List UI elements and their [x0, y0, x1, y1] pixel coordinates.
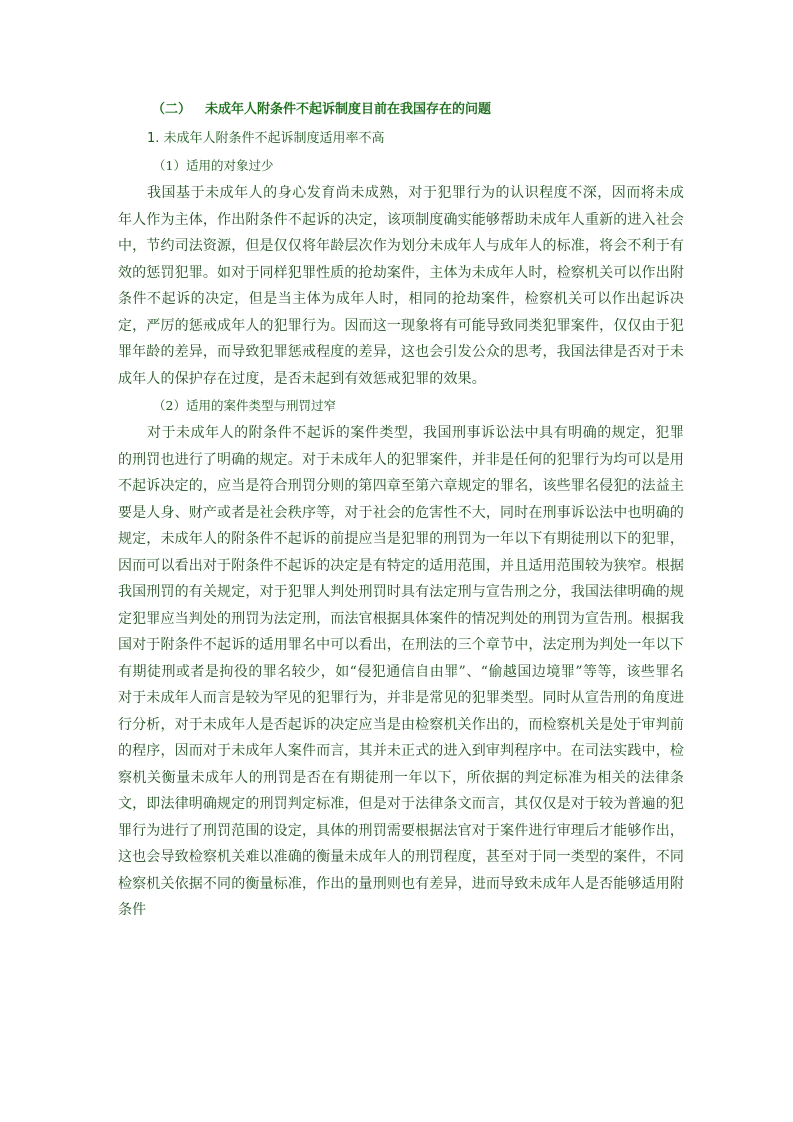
paragraph-2: 对于未成年人的附条件不起诉的案件类型，我国刑事诉讼法中具有明确的规定，犯罪的刑罚也进行了明确的规定。对于未成年人的犯罪案件，并非是任何的犯罪行为均可以是用不起诉决定的，应当是符合刑罚分则的第四章至第六章规定的罪名，该些罪名侵犯的法益主要是人身、财产或者是社会秩序等，对于社会的危害性不大，同时在刑事诉讼法中也明确的规定，未成年人的附条件不起诉的前提应当是犯罪的刑罚为一年以下有期徒刑以下的犯罪，因而可以看出对于附条件不起诉的决定是有特定的适用范围，并且适用范围较为狭窄。根据我国刑罚的有关规定，对于犯罪人判处刑罚时具有法定刑与宣告刑之分，我国法律明确的规定犯罪应当判处的刑罚为法定刑，而法官根据具体案件的情况判处的刑罚为宣告刑。根据我国对于附条件不起诉的适用罪名中可以看出，在刑法的三个章节中，法定刑为判处一年以下有期徒刑或者是拘役的罪名较少，如“侵犯通信自由罪”、“偷越国边境罪”等等，该些罪名对于未成年人而言是较为罕见的犯罪行为，并非是常见的犯罪类型。同时从宣告刑的角度进行分析，对于未成年人是否起诉的决定应当是由检察机关作出的，而检察机关是处于审判前的程序，因而对于未成年人案件而言，其并未正式的进入到审判程序中。在司法实践中，检察机关衡量未成年人的刑罚是否在有期徒刑一年以下，所依据的判定标准为相关的法律条文，即法律明确规定的刑罚判定标准，但是对于法律条文而言，其仅仅是对于较为普遍的犯罪行为进行了刑罚范围的设定，具体的刑罚需要根据法官对于案件进行审理后才能够作出，这也会导致检察机关难以准确的衡量未成年人的刑罚程度，甚至对于同一类型的案件，不同检察机关依据不同的衡量标准，作出的量刑则也有差异，进而导致未成年人是否能够适用附条件: [118, 425, 684, 918]
paragraph-1: 我国基于未成年人的身心发育尚未成熟，对于犯罪行为的认识程度不深，因而将未成年人作为主体，作出附条件不起诉的决定，该项制度确实能够帮助未成年人重新的进入社会中，节约司法资源，但是仅仅将年龄层次作为划分未成年人与成年人的标准，将会不利于有效的惩罚犯罪。如对于同样犯罪性质的抢劫案件，主体为未成年人时，检察机关可以作出附条件不起诉的决定，但是当主体为成年人时，相同的抢劫案件，检察机关可以作出起诉决定，严厉的惩戒成年人的犯罪行为。因而这一现象将有可能导致同类犯罪案件，仅仅由于犯罪年龄的差异，而导致犯罪惩戒程度的差异，这也会引发公众的思考，我国法律是否对于未成年人的保护存在过度，是否未起到有效惩戒犯罪的效果。: [118, 185, 684, 387]
document-body: [118, 101, 684, 924]
section-heading: [152, 101, 684, 119]
subsection-heading: 1. 未成年人附条件不起诉制度适用率不高: [147, 131, 385, 146]
section-number: （二）: [152, 102, 192, 117]
item-heading-2: （2）适用的案件类型与刑罚过窄: [153, 398, 336, 413]
item-heading-1: （1）适用的对象过少: [153, 158, 274, 173]
section-title: 未成年人附条件不起诉制度目前在我国存在的问题: [205, 102, 492, 117]
